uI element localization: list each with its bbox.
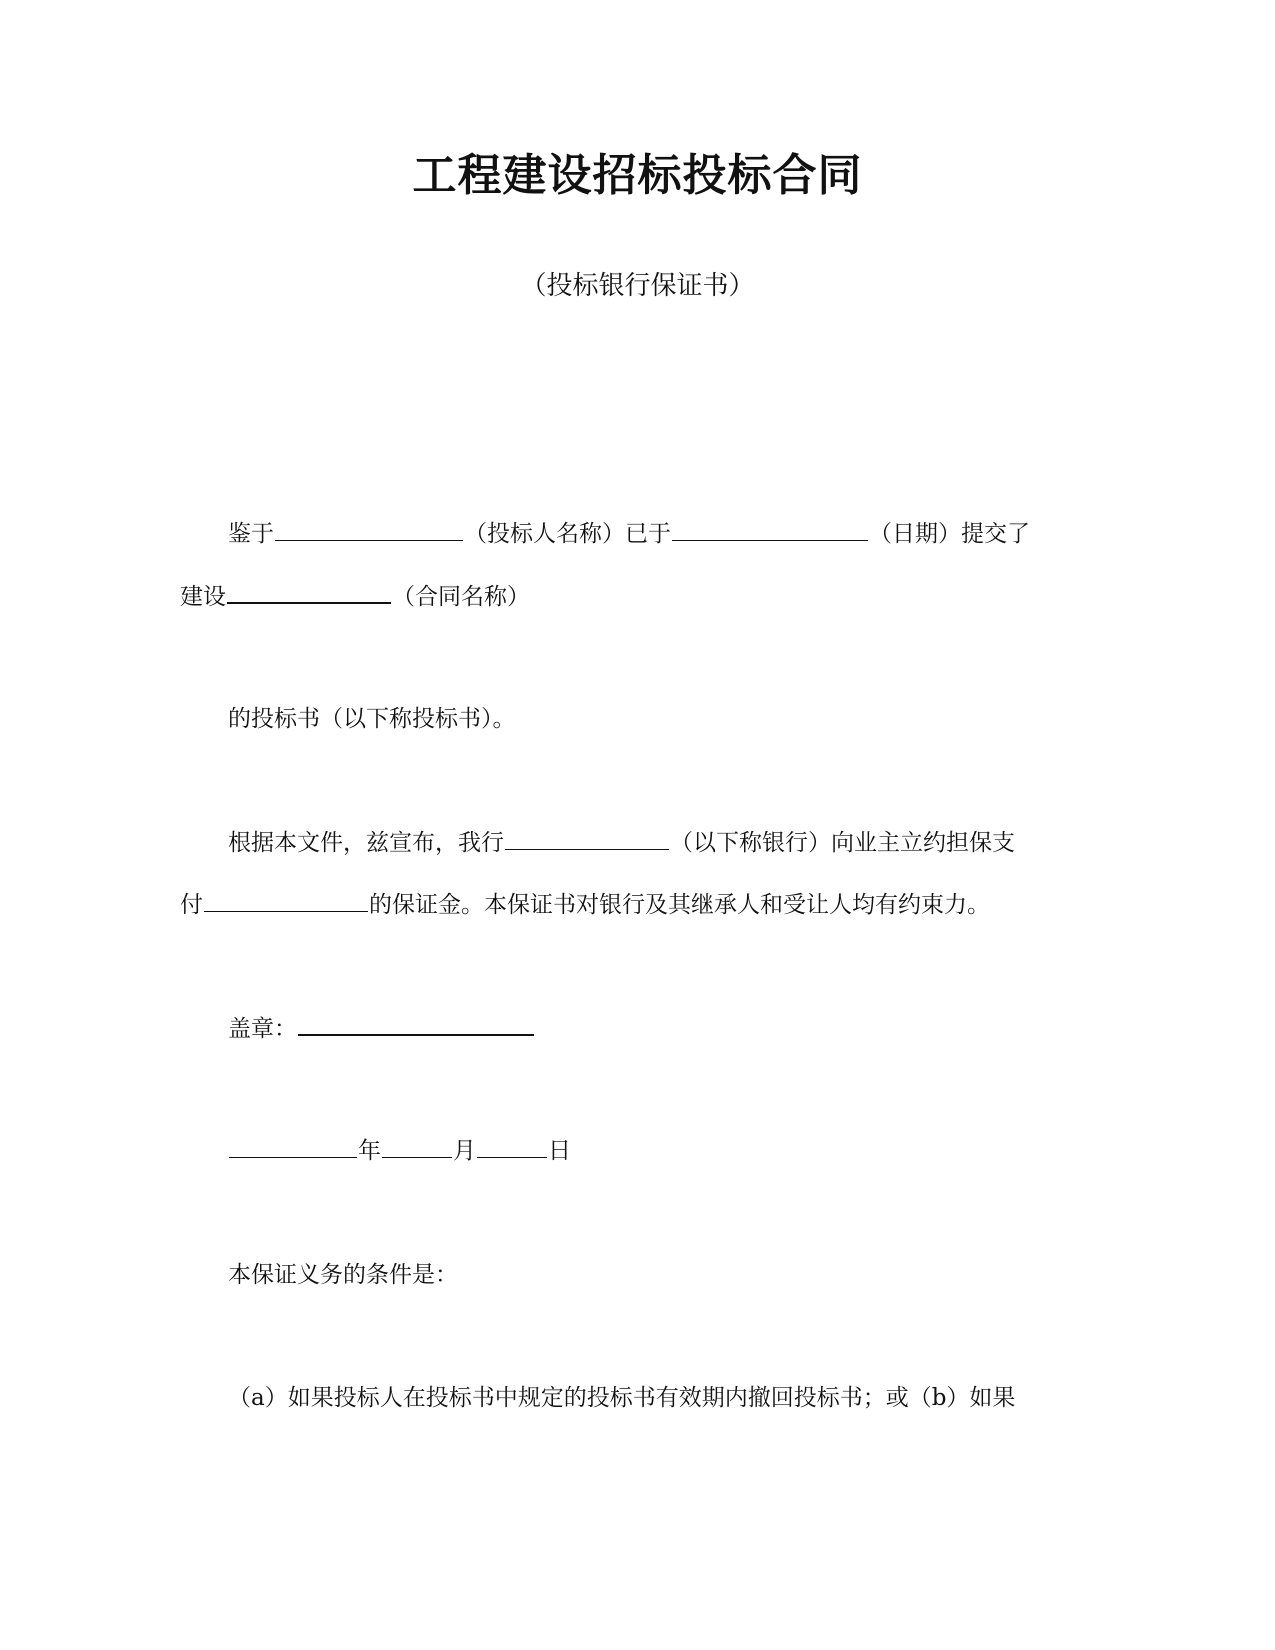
seal-blank [298,1012,534,1036]
date-blank [672,518,868,541]
year-label: 年 [358,1138,381,1164]
text-bank-label: （以下称银行）向业主立约担保支 [670,830,1015,856]
text-contract-name-label: （合同名称） [392,584,530,610]
text-jianshe: 建设 [180,584,226,610]
month-label: 月 [453,1138,476,1164]
document-title: 工程建设招标投标合同 [412,150,863,201]
bank-name-blank [505,827,669,850]
document-subtitle: （投标银行保证书） [520,271,755,301]
paragraph-1-line-1 [228,518,1030,550]
text-declaration: 根据本文件，兹宣布，我行 [228,830,504,856]
text-date-label: （日期）提交了 [869,521,1030,547]
amount-blank [204,889,368,912]
text-fu: 付 [180,892,203,918]
bidder-name-blank [275,518,463,541]
date-line [228,1135,571,1167]
month-blank [382,1135,452,1158]
text-guarantee-terms: 的保证金。本保证书对银行及其继承人和受让人均有约束力。 [369,892,990,918]
seal-label: 盖章： [228,1016,297,1042]
conditions-intro: 本保证义务的条件是： [228,1262,458,1288]
paragraph-3-line-1 [228,827,1015,859]
condition-a: （a）如果投标人在投标书中规定的投标书有效期内撤回投标书；或（b）如果 [228,1385,1016,1411]
text-bidder-name-label: （投标人名称）已于 [464,521,671,547]
paragraph-2: 的投标书（以下称投标书）。 [228,706,516,732]
day-blank [477,1135,547,1158]
text-jianyu: 鉴于 [228,521,274,547]
year-blank [229,1135,357,1158]
day-label: 日 [548,1138,571,1164]
contract-name-blank [227,580,391,604]
seal-line [228,1012,535,1045]
paragraph-3-line-2 [180,889,990,921]
paragraph-1-line-2 [180,580,530,613]
